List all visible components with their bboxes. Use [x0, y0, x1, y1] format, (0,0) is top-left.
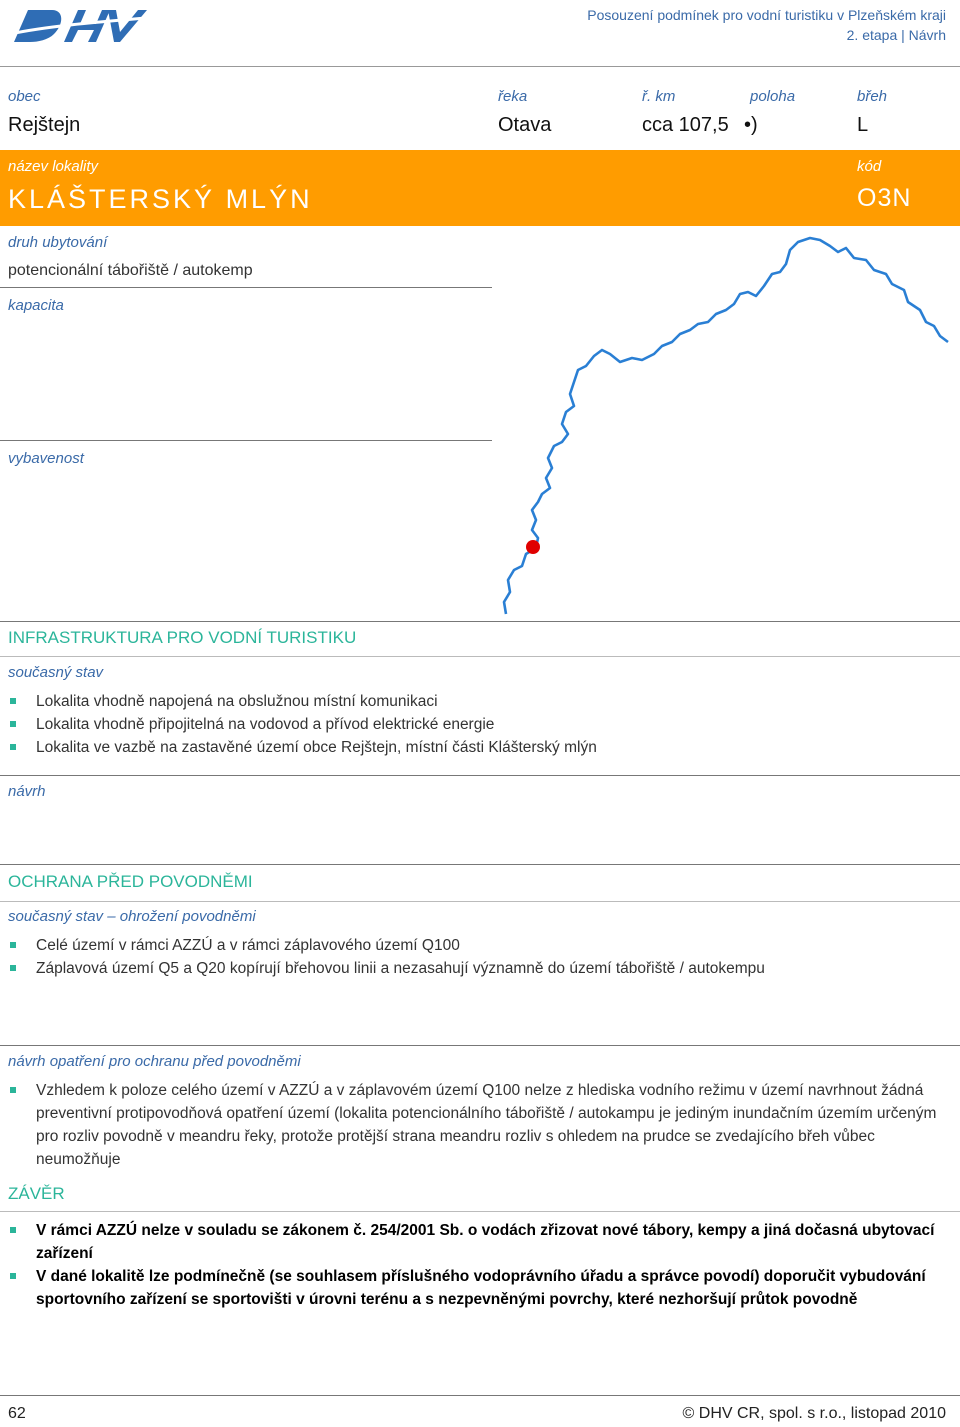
- list-item: Lokalita vhodně připojitelná na vodovod a přívod elektrické energie: [0, 713, 950, 736]
- measures-list: [0, 1079, 940, 1171]
- kod-value: O3N: [857, 184, 912, 212]
- locality-name-label: název lokality: [8, 158, 99, 175]
- measures-label: návrh opatření pro ochranu před povodněmi: [8, 1053, 301, 1070]
- infra-proposal-divider: [0, 775, 960, 776]
- list-item: Lokalita ve vazbě na zastavěné území obce Rejštejn, místní části Klášterský mlýn: [0, 736, 950, 759]
- flood-title: OCHRANA PŘED POVODNĚMI: [8, 872, 253, 891]
- poloha-label: poloha: [750, 88, 796, 105]
- infra-title-divider: [0, 656, 960, 657]
- infrastructure-title: INFRASTRUKTURA PRO VODNÍ TURISTIKU: [8, 628, 357, 647]
- flood-current-label: současný stav – ohrožení povodněmi: [8, 908, 256, 925]
- reka-label: řeka: [498, 88, 528, 105]
- footer-divider: [0, 1395, 960, 1396]
- locality-banner: [0, 150, 960, 226]
- list-item: Záplavová území Q5 a Q20 kopírují břehovou linii a nezasahují významně do území tábořiště / autokempu: [0, 957, 950, 980]
- breh-value: L: [857, 114, 869, 136]
- list-item: Lokalita vhodně napojená na obslužnou místní komunikaci: [0, 690, 950, 713]
- conclusion-divider: [0, 1211, 960, 1212]
- list-item: Vzhledem k poloze celého území v AZZÚ a v záplavovém území Q100 nelze z hlediska vodního režimu v území navrhnout žádná preventivní protipovodňová opatření území (lokalita potencionálního tábořiště / autokampu je jediným inundačním územím určeným pro rozliv povodně v meandru řeky, protože protější strana meandru rozliv s ohledem na prudce se zvedajícího břeh vůbec neumožňuje: [0, 1079, 940, 1171]
- header-divider: [0, 66, 960, 67]
- vybavenost-label: vybavenost: [8, 450, 84, 467]
- locality-name: KLÁŠTERSKÝ MLÝN: [8, 184, 313, 214]
- flood-title-divider: [0, 901, 960, 902]
- obec-label: obec: [8, 88, 41, 105]
- flood-divider: [0, 864, 960, 865]
- document-title: Posouzení podmínek pro vodní turistiku v Plzeňském kraji: [587, 7, 946, 23]
- infra-proposal-label: návrh: [8, 783, 46, 800]
- poloha-value: •): [744, 114, 758, 136]
- conclusion-title: ZÁVĚR: [8, 1184, 65, 1203]
- infra-list: [0, 690, 950, 759]
- kod-label: kód: [857, 158, 882, 175]
- measures-divider: [0, 1045, 960, 1046]
- conclusion-list: [0, 1219, 940, 1311]
- infra-divider: [0, 621, 960, 622]
- kapacita-label: kapacita: [8, 297, 64, 314]
- km-value: cca 107,5: [642, 114, 729, 136]
- footer-copyright: © DHV CR, spol. s r.o., listopad 2010: [682, 1405, 946, 1422]
- flood-list: [0, 934, 950, 980]
- druh-value: potencionální tábořiště / autokemp: [8, 262, 253, 279]
- obec-value: Rejštejn: [8, 114, 81, 136]
- dhv-logo: [8, 4, 148, 46]
- river-line: [504, 238, 948, 614]
- location-marker: [526, 540, 540, 554]
- druh-divider: [0, 287, 492, 288]
- breh-label: břeh: [857, 88, 888, 105]
- document-subtitle: 2. etapa | Návrh: [846, 27, 946, 43]
- km-label: ř. km: [642, 88, 676, 105]
- infra-current-label: současný stav: [8, 664, 104, 681]
- druh-label: druh ubytování: [8, 234, 108, 251]
- list-item: V rámci AZZÚ nelze v souladu se zákonem č. 254/2001 Sb. o vodách zřizovat nové tábory, kempy a jiná dočasná ubytovací zařízení: [0, 1219, 940, 1265]
- kapacita-divider: [0, 440, 492, 441]
- page-number: 62: [8, 1405, 26, 1422]
- list-item: V dané lokalitě lze podmínečně (se souhlasem příslušného vodoprávního úřadu a správce povodí) doporučit vybudování sportovního zařízení se sportovišti v úrovni terénu a s nezpevněnými povrchy, které nezhoršují průtok povodně: [0, 1265, 940, 1311]
- river-map: [494, 230, 960, 620]
- reka-value: Otava: [498, 114, 552, 136]
- list-item: Celé území v rámci AZZÚ a v rámci záplavového území Q100: [0, 934, 950, 957]
